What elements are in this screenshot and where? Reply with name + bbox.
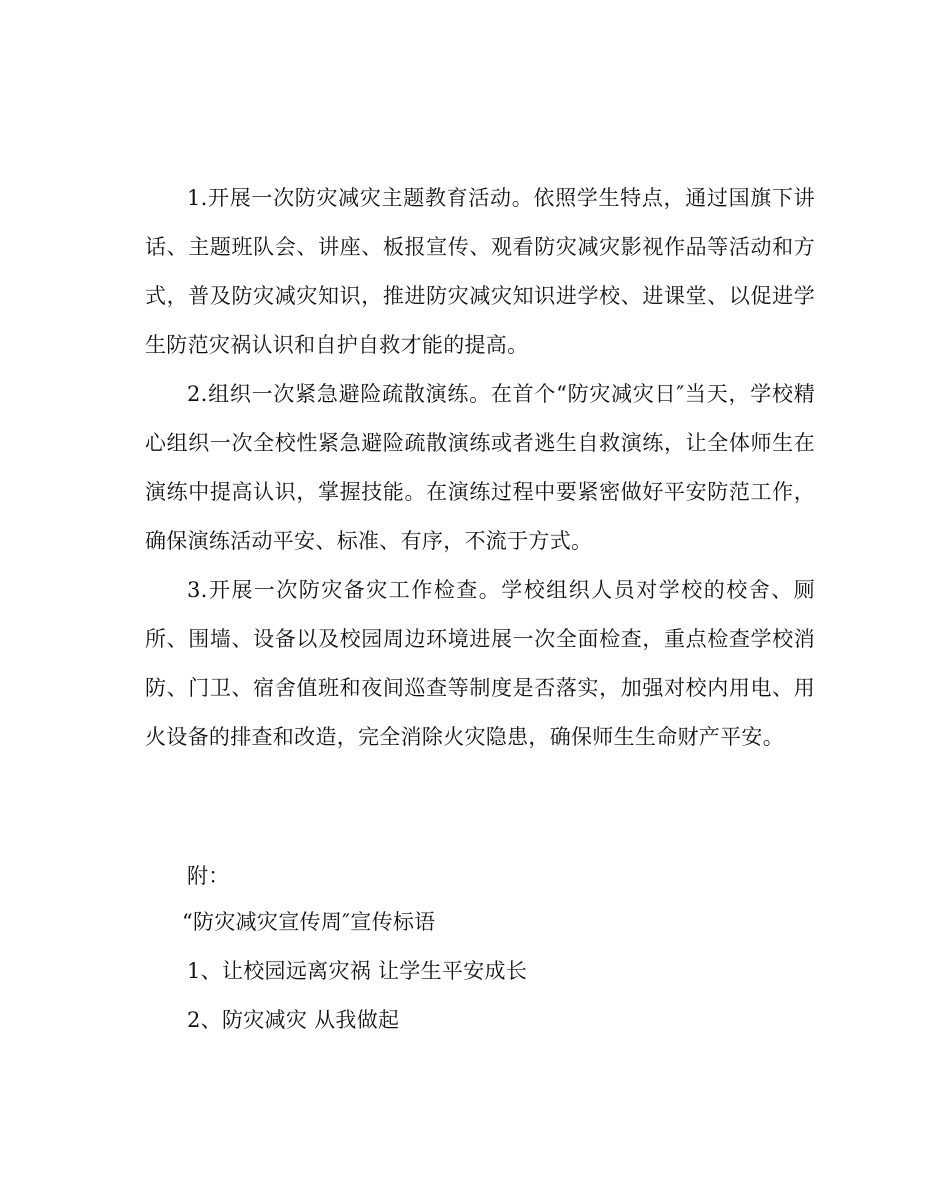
appendix-label: 附： xyxy=(187,864,230,888)
paragraph-1: 1.开展一次防灾减灾主题教育活动。依照学生特点，通过国旗下讲话、主题班队会、讲座、板报宣传、观看防灾减灾影视作品等活动和方式，普及防灾减灾知识，推进防灾减灾知识进学校、进课堂、以促进学生防范灾祸认识和自护自救才能的提高。 xyxy=(145,186,815,357)
paragraph-2: 2.组织一次紧急避险疏散演练。在首个“防灾减灾日″当天，学校精心组织一次全校性紧急避险疏散演练或者逃生自救演练，让全体师生在演练中提高认识，掌握技能。在演练过程中要紧密做好平安防范工作，确保演练活动平安、标准、有序，不流于方式。 xyxy=(145,382,815,553)
slogan-item: 2、防灾减灾 从我做起 xyxy=(187,1008,400,1032)
slogan-title: “防灾减灾宣传周″宣传标语 xyxy=(182,910,436,934)
slogan-item: 1、让校园远离灾祸 让学生平安成长 xyxy=(187,959,528,983)
paragraph-3: 3.开展一次防灾备灾工作检查。学校组织人员对学校的校舍、厕所、围墙、设备以及校园周边环境进展一次全面检查，重点检查学校消防、门卫、宿舍值班和夜间巡查等制度是否落实，加强对校内用电、用火设备的排查和改造，完全消除火灾隐患，确保师生生命财产平安。 xyxy=(145,578,815,749)
